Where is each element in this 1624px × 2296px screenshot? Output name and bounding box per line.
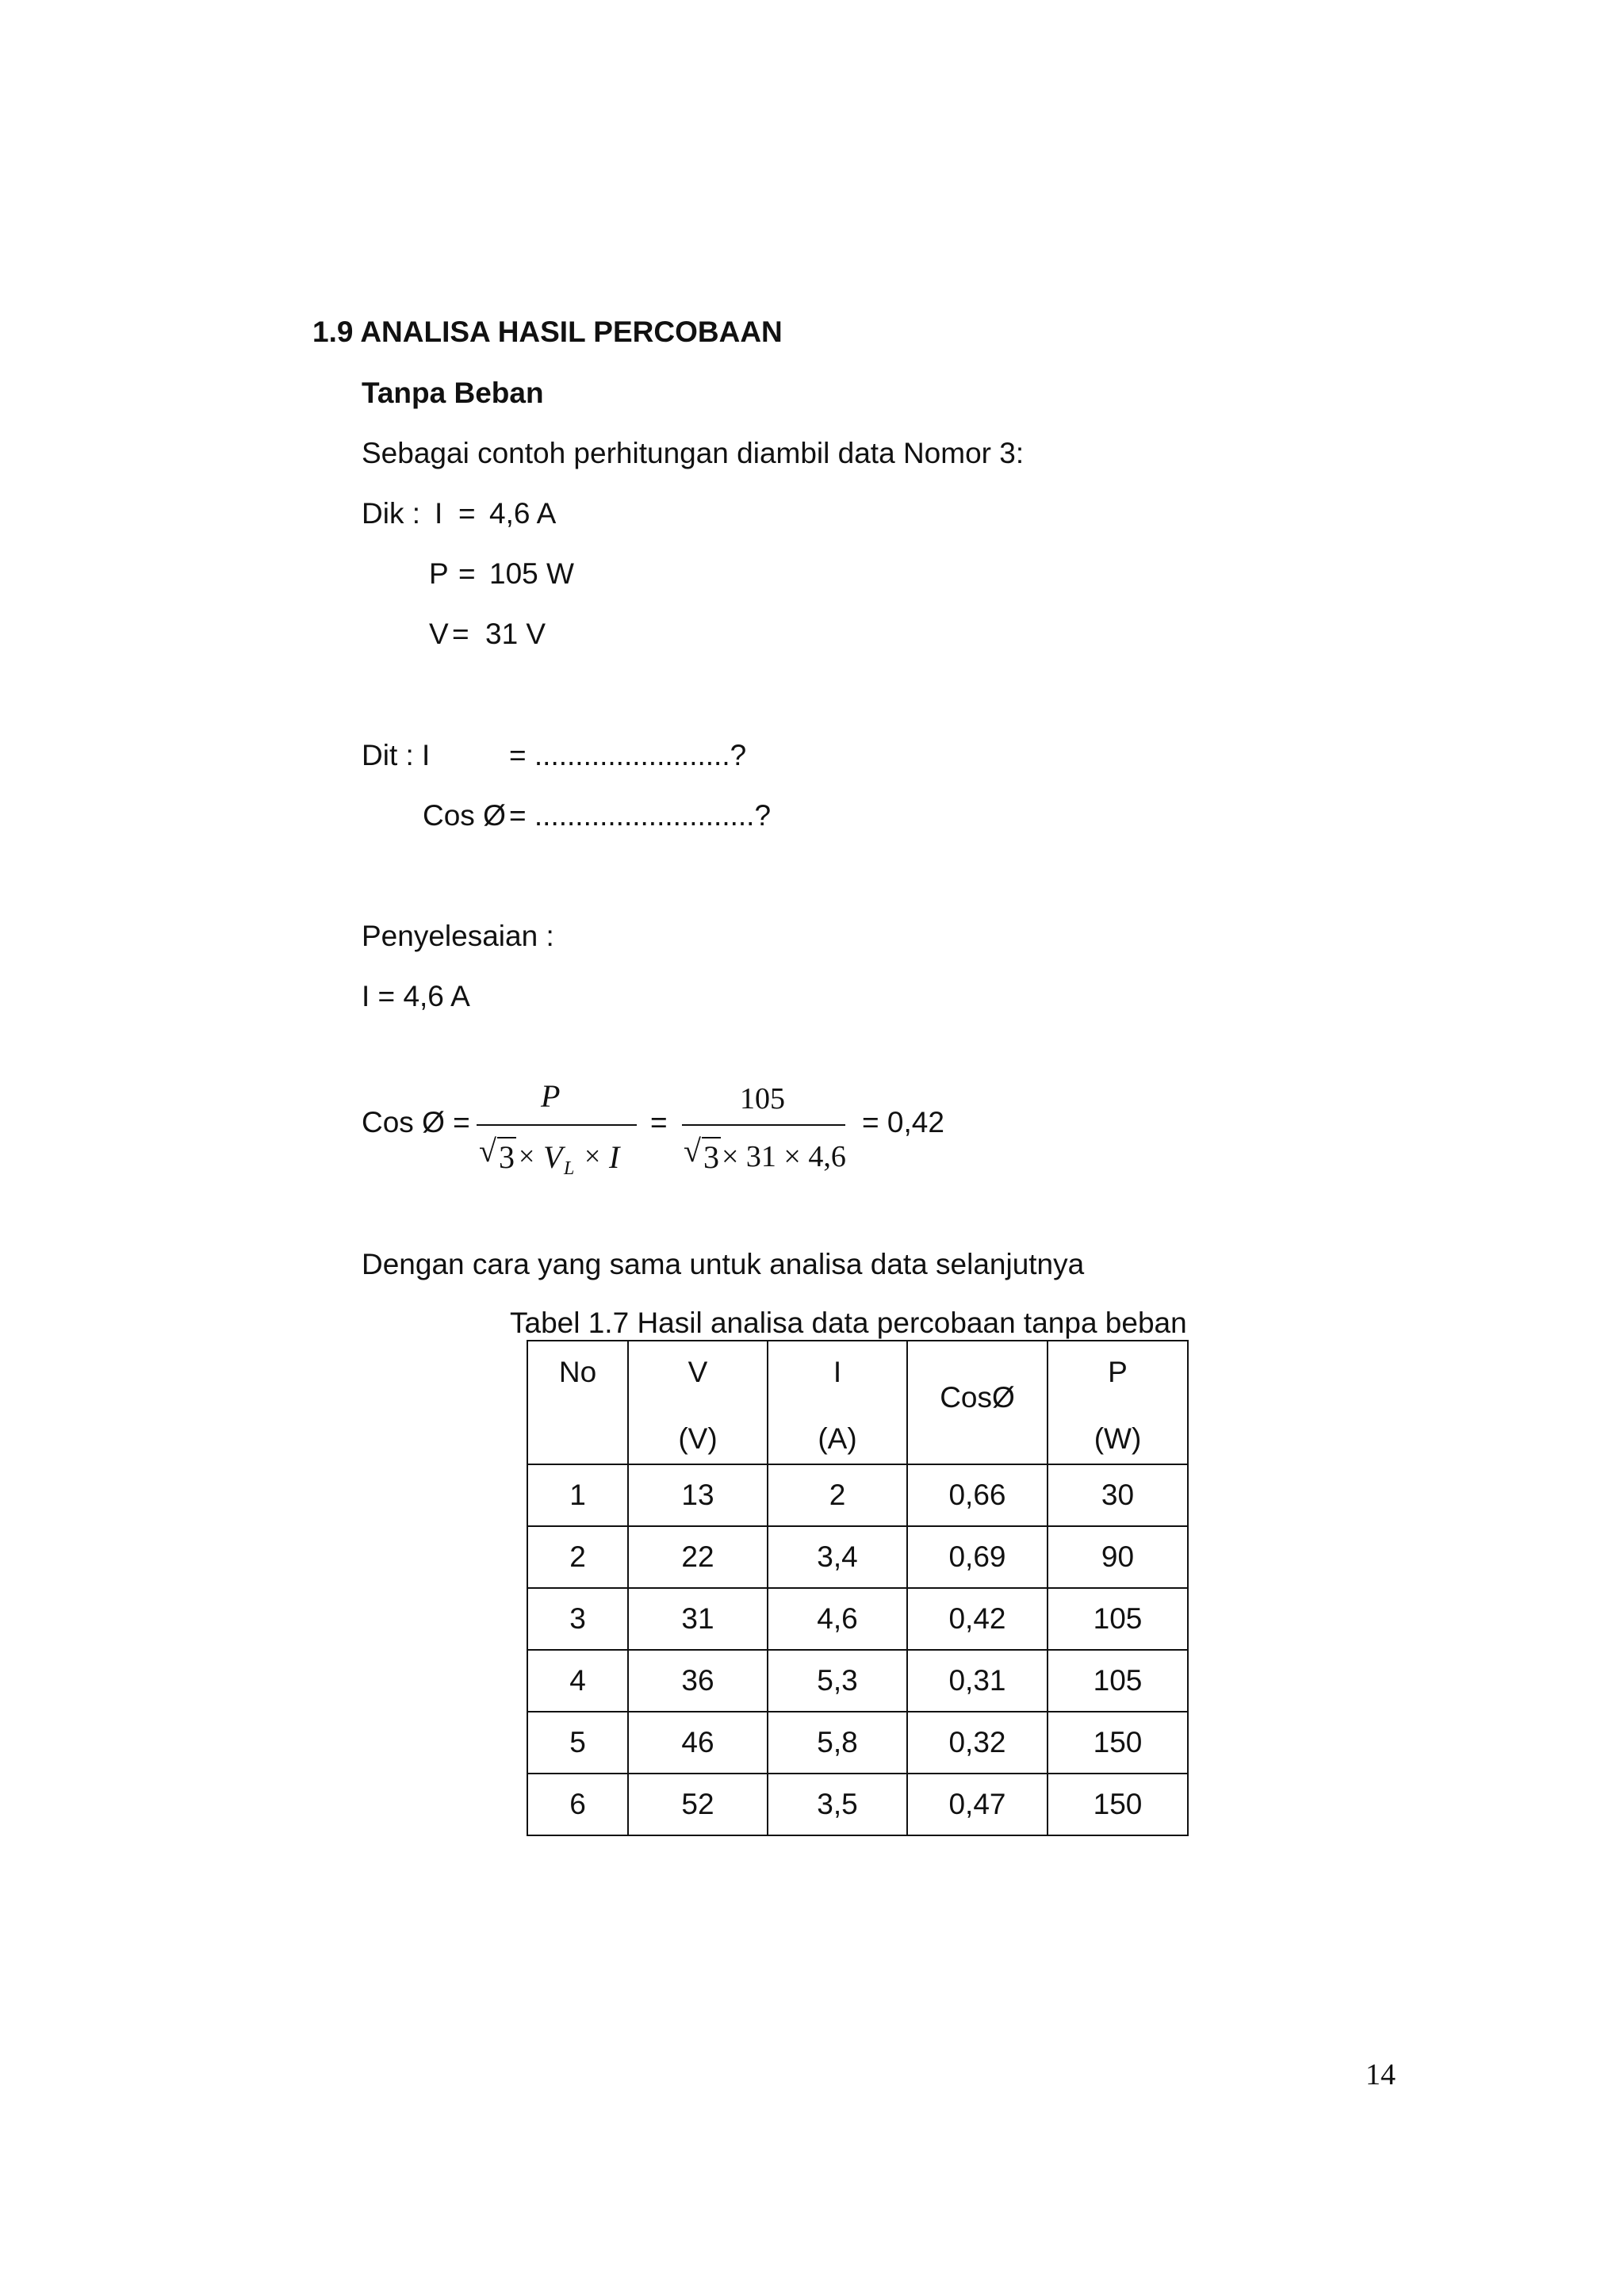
sqrt-sign-2: √: [684, 1133, 701, 1169]
cell-v: 22: [628, 1526, 768, 1588]
cell-v: 31: [628, 1588, 768, 1650]
cell-v: 13: [628, 1464, 768, 1526]
cell-cos: 0,66: [907, 1464, 1048, 1526]
solution-label: Penyelesaian :: [362, 920, 554, 952]
cell-no: 5: [527, 1712, 628, 1774]
header-no: No: [527, 1341, 628, 1464]
solution-i-result: I = 4,6 A: [362, 980, 470, 1012]
subheading: Tanpa Beban: [362, 377, 544, 409]
cell-cos: 0,69: [907, 1526, 1048, 1588]
asked-line1: = ........................?: [509, 739, 747, 771]
table-row: [527, 1774, 1188, 1835]
table-row: [527, 1712, 1188, 1774]
cell-no: 4: [527, 1650, 628, 1712]
numerator-105: 105: [740, 1082, 785, 1115]
cell-i: 5,3: [768, 1650, 907, 1712]
fraction-line-2: [682, 1124, 845, 1126]
given-p-eq: =: [458, 557, 476, 590]
given-v-sym: V: [429, 618, 449, 650]
sqrt-bar-2: [702, 1137, 721, 1138]
cell-i: 4,6: [768, 1588, 907, 1650]
given-i-sym: I: [435, 497, 443, 530]
header-cos: CosØ: [907, 1341, 1048, 1464]
cell-no: 2: [527, 1526, 628, 1588]
cell-no: 3: [527, 1588, 628, 1650]
given-label: Dik :: [362, 497, 420, 530]
cell-cos: 0,31: [907, 1650, 1048, 1712]
cell-cos: 0,42: [907, 1588, 1048, 1650]
cell-cos: 0,32: [907, 1712, 1048, 1774]
cell-i: 3,5: [768, 1774, 907, 1835]
cell-i: 3,4: [768, 1526, 907, 1588]
cell-i: 2: [768, 1464, 907, 1526]
numerator-p: P: [541, 1078, 561, 1114]
fraction-line-1: [477, 1124, 637, 1126]
table-caption: Tabel 1.7 Hasil analisa data percobaan tanpa beban: [510, 1307, 1187, 1339]
header-i: I (A): [768, 1341, 907, 1464]
table-row: [527, 1464, 1188, 1526]
closing-text: Dengan cara yang sama untuk analisa data selanjutnya: [362, 1248, 1085, 1280]
header-v: V (V): [628, 1341, 768, 1464]
cell-no: 1: [527, 1464, 628, 1526]
equals-sign: =: [650, 1106, 668, 1138]
given-p-val: 105 W: [489, 557, 574, 590]
denom-root-2: 3: [703, 1139, 719, 1175]
asked-cos-sym: Cos Ø: [423, 799, 506, 832]
table-row: [527, 1650, 1188, 1712]
denom-times-2: ×: [584, 1140, 601, 1172]
cell-p: 90: [1048, 1526, 1188, 1588]
given-i-val: 4,6 A: [489, 497, 557, 530]
intro-text: Sebagai contoh perhitungan diambil data Nomor 3:: [362, 437, 1025, 469]
cell-v: 52: [628, 1774, 768, 1835]
given-v-val: 31 V: [485, 618, 546, 650]
section-heading: 1.9 ANALISA HASIL PERCOBAAN: [312, 316, 783, 348]
given-p-sym: P: [429, 557, 449, 590]
table-row: [527, 1588, 1188, 1650]
cos-label: Cos Ø =: [362, 1106, 470, 1138]
cell-p: 105: [1048, 1650, 1188, 1712]
asked-line2: = ...........................?: [509, 799, 772, 832]
header-p: P (W): [1048, 1341, 1188, 1464]
cell-i: 5,8: [768, 1712, 907, 1774]
table-row: [527, 1526, 1188, 1588]
cell-p: 150: [1048, 1774, 1188, 1835]
page-number: 14: [1365, 2058, 1396, 2091]
asked-label: Dit : I: [362, 739, 431, 771]
cell-p: 105: [1048, 1588, 1188, 1650]
denom-sub-l: L: [564, 1158, 575, 1179]
denom-values: × 31 × 4,6: [722, 1140, 846, 1173]
cell-cos: 0,47: [907, 1774, 1048, 1835]
denom-times-1: ×: [519, 1140, 535, 1172]
cell-v: 46: [628, 1712, 768, 1774]
denom-i: I: [609, 1139, 620, 1175]
given-i-eq: =: [458, 497, 476, 530]
cell-p: 150: [1048, 1712, 1188, 1774]
denom-v: V: [543, 1139, 563, 1175]
formula-result: = 0,42: [862, 1106, 944, 1138]
denom-root-1: 3: [499, 1139, 515, 1175]
sqrt-sign-1: √: [479, 1133, 496, 1169]
given-v-eq: =: [452, 618, 469, 650]
table-header-row: [527, 1341, 1188, 1464]
cell-v: 36: [628, 1650, 768, 1712]
sqrt-bar-1: [497, 1137, 516, 1138]
results-table: [527, 1340, 1189, 1836]
cell-no: 6: [527, 1774, 628, 1835]
cell-p: 30: [1048, 1464, 1188, 1526]
